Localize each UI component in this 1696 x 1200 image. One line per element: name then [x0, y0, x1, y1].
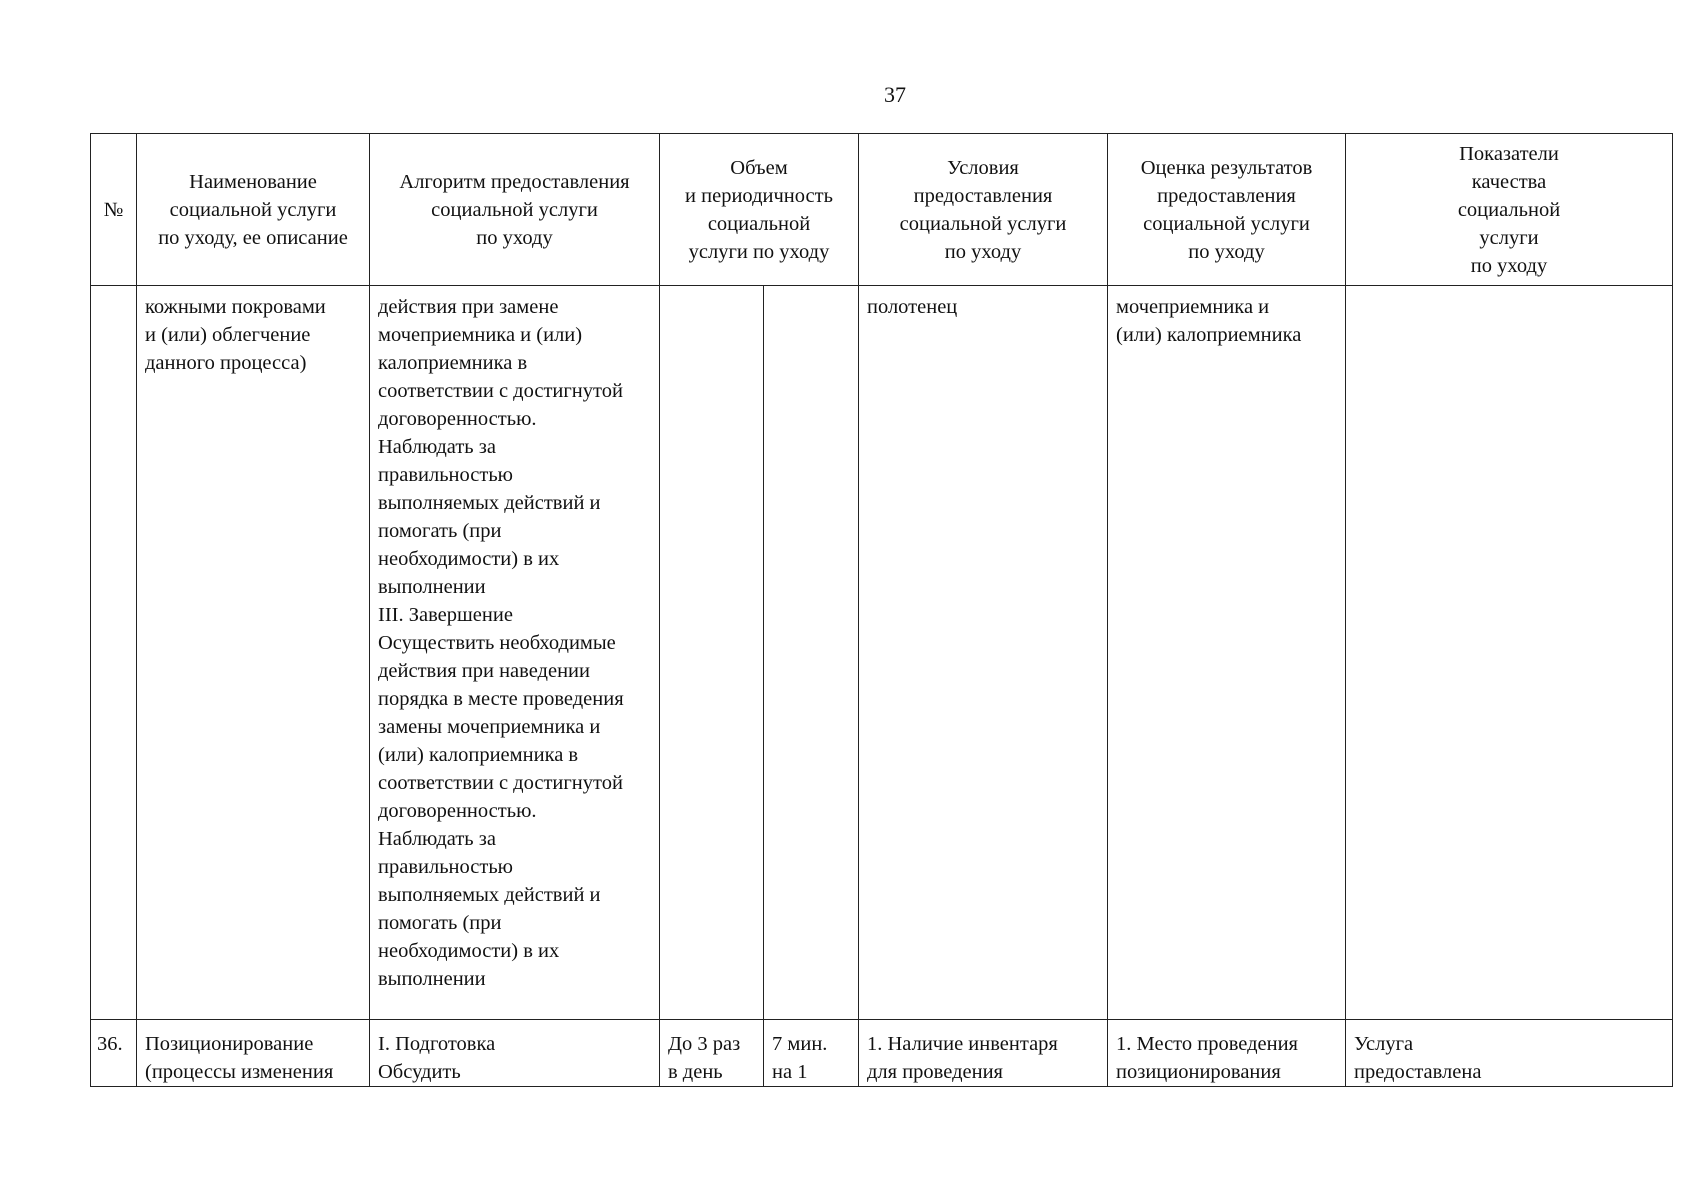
text-line: соответствии с достигнутой [378, 772, 623, 794]
text-line: Наименование [189, 170, 317, 193]
text-line: по уходу, ее описание [158, 226, 348, 249]
text-line: Оценка результатов [1140, 156, 1313, 179]
text-line: по уходу [1470, 254, 1548, 277]
header-quality [1346, 134, 1673, 286]
text-line: Услуга [1354, 1033, 1414, 1055]
text-line: (процессы изменения [145, 1061, 334, 1083]
text-line: 1. Место проведения [1116, 1033, 1298, 1055]
text-line: правильностью [378, 464, 514, 486]
text-line: замены мочеприемника и [378, 716, 601, 738]
text-line: необходимости) в их [378, 548, 560, 570]
text-line: действия при замене [378, 296, 559, 318]
text-line: позиционирования [1116, 1061, 1281, 1083]
periodicity-cell [764, 1020, 859, 1087]
header-algorithm [370, 134, 660, 286]
text-line: правильностью [378, 856, 514, 878]
text-line: (или) калоприемника в [378, 744, 579, 766]
text-line: социальной услуги [169, 198, 337, 221]
service-name-cell [137, 286, 370, 1020]
text-line: калоприемника в [378, 352, 528, 374]
conditions-cell [859, 1020, 1108, 1087]
text-line: социальной [707, 212, 811, 235]
quality-cell [1346, 1020, 1673, 1087]
text-line: данного процесса) [145, 352, 307, 374]
text-line: III. Завершение [378, 604, 513, 626]
text-line: полотенец [867, 296, 958, 318]
text-line: необходимости) в их [378, 940, 560, 962]
text-line: кожными покровами [145, 296, 326, 318]
text-line: предоставления [1157, 184, 1296, 207]
row-number [91, 286, 137, 1020]
text-line: Обсудить [378, 1061, 461, 1083]
text-line: предоставлена [1354, 1061, 1482, 1083]
text-line: качества [1471, 170, 1547, 193]
text-line: предоставления [913, 184, 1053, 207]
text-line: соответствии с достигнутой [378, 380, 623, 402]
text-line: мочеприемника и (или) [378, 324, 583, 346]
header-conditions [859, 134, 1108, 286]
social-services-table [90, 133, 1673, 1087]
volume-cell [660, 286, 764, 1020]
quality-cell [1346, 286, 1673, 1020]
text-line: помогать (при [378, 912, 502, 934]
text-line: услуги по уходу [688, 240, 830, 263]
text-line: Условия [947, 156, 1019, 179]
text-line: выполняемых действий и [378, 884, 601, 906]
text-line: Алгоритм предоставления [399, 170, 630, 193]
text-line: Позиционирование [145, 1033, 314, 1055]
text-line: договоренностью. [378, 800, 537, 822]
text-line: и периодичность [685, 184, 833, 207]
header-name [137, 134, 370, 286]
text-line: I. Подготовка [378, 1033, 496, 1055]
text-line: выполнении [378, 968, 486, 990]
text-line: социальной [1457, 198, 1561, 221]
text-line: Объем [730, 156, 788, 179]
text-line: 1. Наличие инвентаря [867, 1033, 1058, 1055]
text-line: До 3 раз [668, 1033, 741, 1055]
text-line: на 1 [772, 1061, 808, 1083]
text-line: в день [668, 1061, 723, 1083]
volume-cell [660, 1020, 764, 1087]
table-row [91, 1020, 1673, 1087]
evaluation-cell [1108, 1020, 1346, 1087]
text-line: Наблюдать за [378, 436, 496, 458]
service-name-cell [137, 1020, 370, 1087]
conditions-cell [859, 286, 1108, 1020]
text-line: услуги [1479, 226, 1539, 249]
text-line: выполнении [378, 576, 486, 598]
text-line: социальной услуги [1143, 212, 1310, 235]
text-line: выполняемых действий и [378, 492, 601, 514]
text-line: для проведения [867, 1061, 1003, 1083]
text-line: по уходу [1188, 240, 1265, 263]
header-num: № [91, 134, 137, 286]
row-number: 36. [91, 1020, 137, 1087]
text-line: порядка в месте проведения [378, 688, 624, 710]
text-line: и (или) облегчение [145, 324, 311, 346]
text-line: договоренностью. [378, 408, 537, 430]
text-line: социальной услуги [899, 212, 1067, 235]
text-line: помогать (при [378, 520, 502, 542]
text-line: (или) калоприемника [1116, 324, 1302, 346]
table-header-row [91, 134, 1673, 286]
page-number: 37 [884, 82, 906, 107]
text-line: действия при наведении [378, 660, 590, 682]
text-line: Осуществить необходимые [378, 632, 616, 654]
text-line: мочеприемника и [1116, 296, 1270, 318]
evaluation-cell [1108, 286, 1346, 1020]
header-volume [660, 134, 859, 286]
table-row [91, 286, 1673, 1020]
text-line: Наблюдать за [378, 828, 496, 850]
text-line: по уходу [944, 240, 1022, 263]
header-evaluation [1108, 134, 1346, 286]
text-line: Показатели [1459, 142, 1559, 165]
algorithm-cell [370, 286, 660, 1020]
periodicity-cell [764, 286, 859, 1020]
text-line: 7 мин. [772, 1033, 828, 1055]
algorithm-cell [370, 1020, 660, 1087]
text-line: по уходу [476, 226, 553, 249]
text-line: социальной услуги [431, 198, 598, 221]
